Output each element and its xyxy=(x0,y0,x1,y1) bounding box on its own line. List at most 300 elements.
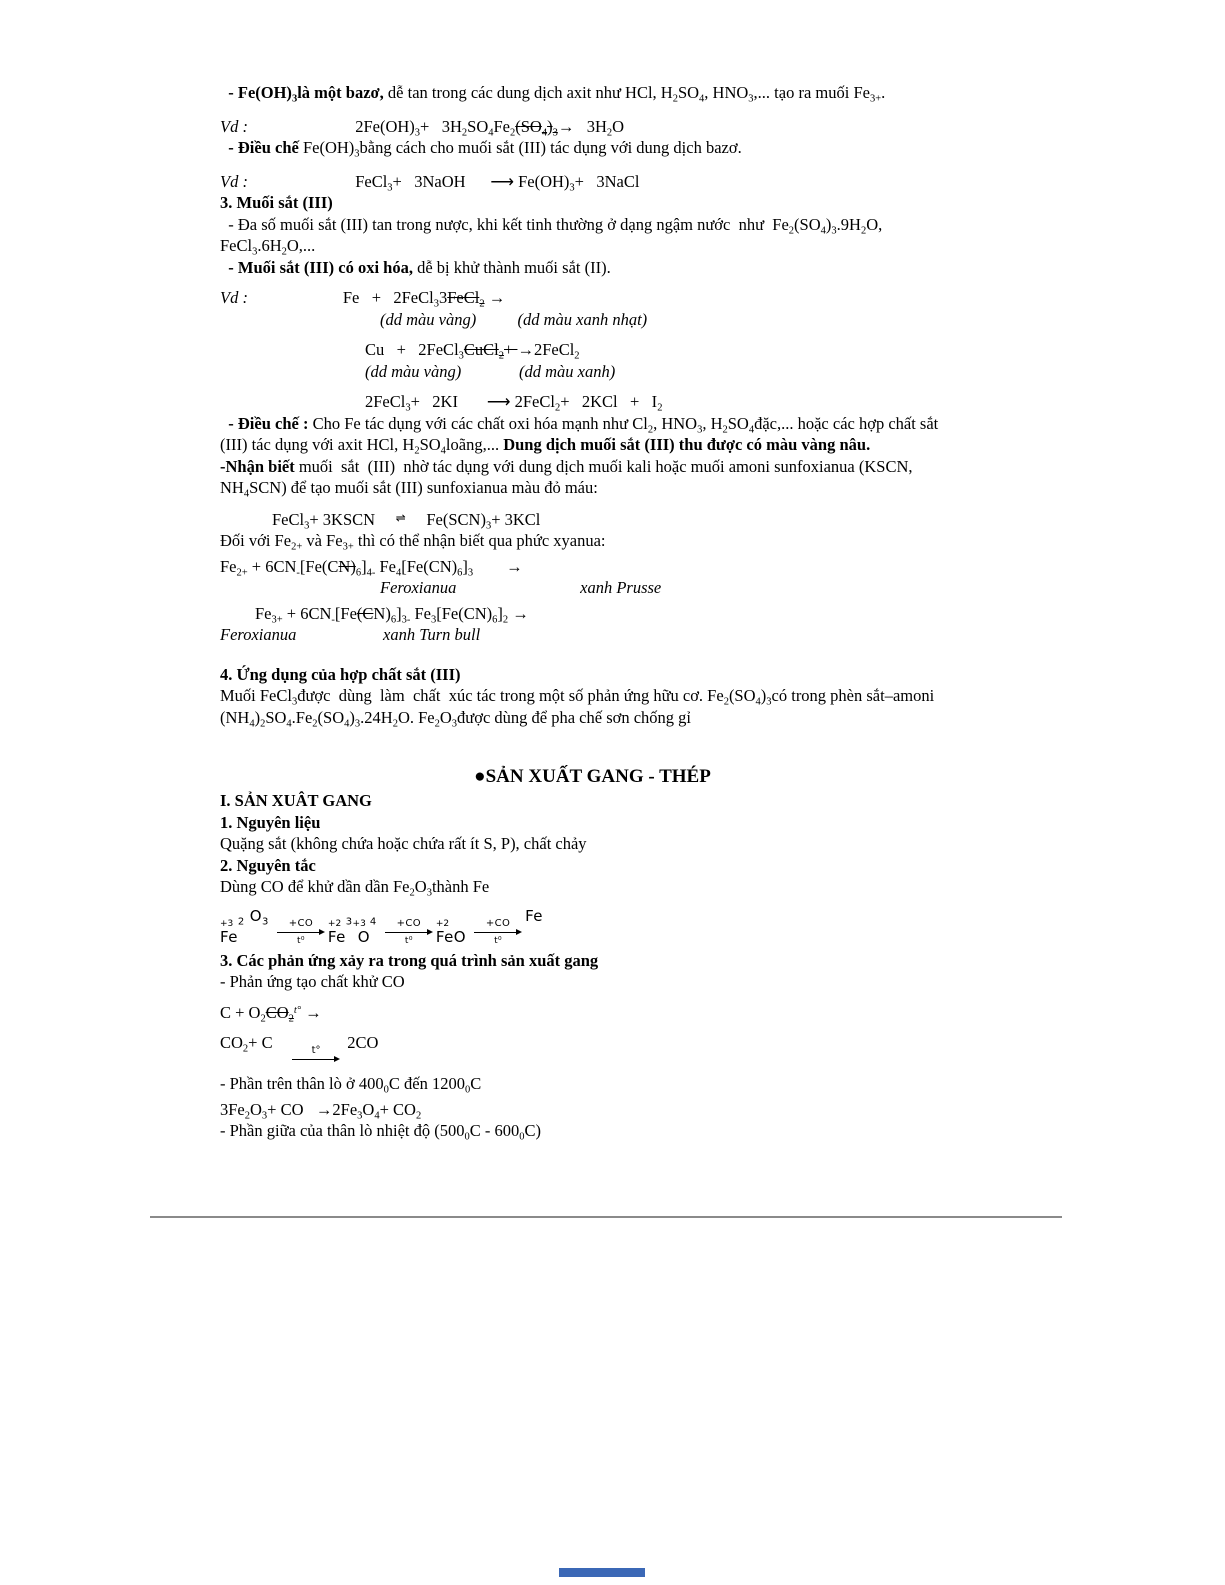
text-segment xyxy=(296,625,383,644)
text-segment: 4- xyxy=(366,567,376,578)
text-segment: - Phản ứng tạo chất khử CO xyxy=(220,972,405,991)
text-segment: 2 xyxy=(647,424,654,435)
paragraph xyxy=(220,214,1045,236)
page-divider xyxy=(150,1216,1062,1218)
text-segment: 3 xyxy=(261,916,269,927)
text-segment: và Fe xyxy=(302,531,343,550)
text-segment: CO xyxy=(220,1033,243,1052)
text-segment: 3+ xyxy=(271,614,283,625)
text-segment: 2 xyxy=(260,1013,266,1024)
text-segment: ] xyxy=(396,603,402,623)
text-segment: 2 xyxy=(461,127,468,138)
equation-line xyxy=(220,391,1045,413)
oxidation-number: +3 xyxy=(220,918,234,929)
text-segment: + 3NaOH xyxy=(392,171,491,191)
text-segment: I. SẢN XUÂT GANG xyxy=(220,791,372,810)
text-segment: 2Fe(OH) xyxy=(355,116,415,136)
text-segment: ] xyxy=(497,603,503,623)
equation-note xyxy=(220,624,1045,646)
text-segment: 2 xyxy=(723,696,729,708)
text-segment: FeCl xyxy=(272,509,305,529)
text-segment: FeCl xyxy=(220,236,253,255)
example-line xyxy=(220,171,1045,193)
text-segment: 3 xyxy=(569,182,575,193)
arrow-line xyxy=(474,929,522,936)
document-body xyxy=(220,82,1045,1218)
text-segment: - Điều chế : xyxy=(220,413,313,433)
text-segment: 4 xyxy=(369,916,377,927)
reaction-arrow xyxy=(474,918,522,946)
oxidation-state-element xyxy=(436,920,466,946)
text-segment xyxy=(248,172,355,191)
arrow-line xyxy=(277,929,325,936)
text-segment: 4. Ứng dụng của hợp chất sắt (III) xyxy=(220,664,461,684)
text-segment: 3 xyxy=(354,148,360,160)
text-segment: O, xyxy=(866,214,883,234)
element-symbol: O xyxy=(352,927,370,946)
text-segment: - Fe(OH) xyxy=(220,83,292,102)
text-segment: - Muối sắt (III) có oxi hóa, xyxy=(220,257,413,277)
text-segment: , HNO xyxy=(653,413,698,433)
text-segment: - xyxy=(296,567,300,578)
text-segment: 2. Nguyên tắc xyxy=(220,855,316,875)
text-segment: 1. Nguyên liệu xyxy=(220,812,321,832)
text-segment: 2 xyxy=(860,225,867,236)
text-segment: bằng cách cho muối sắt (III) tác dụng với dung dịch bazơ. xyxy=(359,138,742,157)
text-segment: được dùng làm chất xúc tác trong một số phản ứng hữu cơ. Fe xyxy=(297,686,724,705)
text-segment: 3 xyxy=(552,127,558,138)
text-segment: ] xyxy=(361,556,367,576)
text-segment: 3 xyxy=(414,127,421,138)
text-segment: 4 xyxy=(286,718,292,729)
text-segment: + 6CN xyxy=(282,603,332,623)
text-segment: ] xyxy=(462,556,468,576)
section-heading xyxy=(220,855,1045,877)
equation-line xyxy=(220,556,1045,578)
text-segment: 3 xyxy=(485,520,492,531)
text-segment: Feroxianua xyxy=(220,625,297,644)
text-segment: O xyxy=(250,1099,262,1119)
text-segment: 2 xyxy=(288,1013,294,1024)
text-segment: 3 xyxy=(291,696,298,708)
text-segment: + 3H xyxy=(420,116,462,136)
text-segment: 0 xyxy=(464,1131,470,1143)
text-segment: 3 xyxy=(438,288,448,307)
text-segment: 2 xyxy=(434,718,440,729)
text-segment: 3 xyxy=(430,614,437,625)
text-segment: NH xyxy=(220,478,244,497)
paragraph xyxy=(220,235,1045,257)
text-segment: 2+ xyxy=(291,541,303,553)
equation-line xyxy=(220,339,1045,361)
text-segment: → xyxy=(488,288,506,307)
section-heading xyxy=(220,950,1045,972)
element-symbol: Fe xyxy=(327,927,346,946)
paragraph xyxy=(220,456,1045,478)
text-segment: , H xyxy=(702,413,723,433)
text-segment: [Fe(C xyxy=(299,556,339,576)
arrow-bottom-label: t⁰ xyxy=(404,935,413,946)
text-segment: (III) tác dụng với axit HCl, H xyxy=(220,435,415,454)
text-segment: 3 xyxy=(467,567,474,578)
element-symbol: FeO xyxy=(435,927,466,946)
equation-note xyxy=(220,577,1045,599)
text-segment: (C xyxy=(356,603,374,623)
text-segment xyxy=(456,578,580,597)
text-segment: SO xyxy=(265,707,287,727)
text-segment: -Nhận biết xyxy=(220,456,299,476)
text-segment: 3 xyxy=(766,696,772,708)
text-segment: có trong phèn sắt–amoni xyxy=(771,686,935,705)
paragraph xyxy=(220,876,1045,898)
text-segment: 4 xyxy=(820,225,826,236)
text-segment: → xyxy=(315,1099,333,1119)
text-segment: 0 xyxy=(464,1084,471,1096)
text-segment: O,... xyxy=(286,236,316,255)
text-segment: 3H xyxy=(574,116,607,136)
text-segment: CuCl xyxy=(463,340,499,359)
text-segment: SO xyxy=(520,116,542,136)
text-segment: ) xyxy=(825,214,832,234)
text-segment: Fe(OH) xyxy=(513,171,570,191)
main-heading xyxy=(220,764,965,790)
text-segment: 2 xyxy=(409,887,415,899)
text-segment: [Fe(CN) xyxy=(436,603,493,623)
text-segment: 2Fe xyxy=(332,1099,358,1119)
text-segment: 2 xyxy=(237,916,245,927)
paragraph xyxy=(220,1073,1045,1095)
text-segment: (SO xyxy=(728,686,756,705)
text-segment: muối sắt (III) nhờ tác dụng với dung dịch muối kali hoặc muối amoni sunfoxianua (KSCN, xyxy=(298,456,913,476)
text-segment: + 3KSCN xyxy=(309,509,396,529)
text-segment: [Fe xyxy=(334,603,357,623)
text-segment: 3 xyxy=(831,225,837,236)
text-segment: FeCl xyxy=(447,288,480,307)
text-segment: O xyxy=(414,877,427,896)
text-segment: ) xyxy=(349,707,355,727)
text-segment: xanh Turn bull xyxy=(383,625,481,644)
text-segment: .Fe xyxy=(291,707,313,727)
text-segment: (SO xyxy=(794,214,821,234)
text-segment: Cho Fe tác dụng với các chất oxi hóa mạnh như Cl xyxy=(312,413,648,433)
text-segment: 2 xyxy=(260,718,266,729)
text-segment: (NH xyxy=(220,707,250,727)
text-segment: 6 xyxy=(390,614,397,625)
reaction-arrow xyxy=(385,918,433,946)
text-segment: được dùng để pha chế sơn chống gỉ xyxy=(457,707,691,727)
arrow-top-label: t° xyxy=(311,1045,321,1056)
text-segment: 2 xyxy=(722,424,728,435)
text-segment: 2 xyxy=(554,402,561,414)
arrow-top-label: +CO xyxy=(485,917,511,929)
text-segment: 3Fe xyxy=(220,1099,245,1119)
text-segment: Fe xyxy=(525,906,543,925)
text-segment: (SO xyxy=(317,707,345,727)
paragraph xyxy=(220,685,1045,707)
text-segment: 2 xyxy=(392,718,398,729)
text-segment: thì có thể nhận biết qua phức xyanua: xyxy=(353,531,606,550)
text-segment: 2FeCl xyxy=(510,392,555,411)
text-segment: 3+ xyxy=(342,541,354,553)
text-segment: - xyxy=(331,614,335,625)
text-segment xyxy=(377,907,382,925)
section-heading xyxy=(220,812,1045,834)
text-segment: ) xyxy=(760,686,767,705)
text-segment: loãng,... xyxy=(445,435,504,454)
text-segment: 4 xyxy=(395,567,402,578)
text-segment: + xyxy=(504,340,518,359)
text-segment: 3. Các phản ứng xảy ra trong quá trình sản xuất gang xyxy=(220,950,599,970)
text-segment: → xyxy=(512,603,529,623)
text-segment: + 3NaCl xyxy=(574,171,640,191)
text-segment: Feroxianua xyxy=(380,578,457,597)
text-segment: 2CO xyxy=(343,1033,379,1052)
text-segment: → xyxy=(557,116,575,136)
text-segment: + CO xyxy=(379,1099,416,1119)
text-segment: + 3KCl xyxy=(491,509,541,529)
text-segment: 3 xyxy=(697,424,703,435)
text-segment: + 2KCl + I xyxy=(560,392,658,411)
text-segment: 4 xyxy=(541,127,548,138)
text-segment: Fe(OH) xyxy=(302,138,355,157)
paragraph xyxy=(220,434,1045,456)
text-segment: 3 xyxy=(304,520,310,531)
text-segment: [Fe(CN) xyxy=(401,556,458,576)
text-segment: 4 xyxy=(374,1110,380,1121)
text-segment: (dd màu vàng) (dd màu xanh) xyxy=(365,361,616,381)
text-segment: 3- xyxy=(401,614,411,625)
text-segment: là một bazơ, xyxy=(297,83,384,102)
paragraph xyxy=(220,257,1045,279)
text-segment: O. Fe xyxy=(397,707,435,727)
reaction-arrow xyxy=(292,1045,340,1073)
text-segment: Dùng CO để khử dần dần Fe xyxy=(220,877,410,896)
text-segment: 3+ xyxy=(869,93,882,105)
text-segment: xanh Prusse xyxy=(580,578,662,597)
oxidation-number: +2 xyxy=(327,918,342,929)
text-segment: 2 xyxy=(657,402,663,414)
text-segment: Fe xyxy=(220,556,237,576)
text-segment: 2 xyxy=(788,225,795,236)
text-segment: thành Fe xyxy=(431,877,490,896)
text-segment: 4 xyxy=(344,718,350,729)
text-segment: N) xyxy=(338,556,356,576)
text-segment: - Đa số muối sắt (III) tan trong nược, khi kết tinh thường ở dạng ngậm nước như Fe xyxy=(220,214,789,234)
paragraph xyxy=(220,413,1045,435)
text-segment: SO xyxy=(467,116,489,136)
text-segment: C xyxy=(470,1074,482,1093)
text-segment: 2 xyxy=(509,127,516,138)
text-segment: 3 xyxy=(748,93,754,105)
text-segment: .24H xyxy=(360,707,393,727)
text-segment: 2+ xyxy=(236,567,248,578)
text-segment: SO xyxy=(677,83,700,102)
text-segment: N) xyxy=(373,603,391,623)
text-segment: 3 xyxy=(451,718,458,729)
text-segment: - Điều chế xyxy=(220,138,303,157)
text-segment: 2 xyxy=(281,246,287,258)
text-segment: 2 xyxy=(479,298,485,310)
text-segment: 2 xyxy=(244,1110,250,1121)
text-segment: 3 xyxy=(426,887,432,899)
text-segment: 3 xyxy=(458,350,464,362)
text-segment: .6H xyxy=(257,236,282,255)
text-segment: 6 xyxy=(457,567,463,578)
text-segment: Vd : xyxy=(220,288,248,307)
text-segment: 3 xyxy=(405,402,411,414)
equation-note xyxy=(220,361,1045,383)
example-line xyxy=(220,287,1045,309)
text-segment: 4 xyxy=(249,718,255,729)
text-segment: 0 xyxy=(519,1131,525,1143)
text-segment: 3 xyxy=(252,246,258,258)
section-heading xyxy=(220,192,1045,214)
text-segment: 3 xyxy=(354,718,361,729)
text-segment: Dung dịch muối sắt (III) thu được có màu vàng nâu. xyxy=(503,435,871,454)
text-segment: → xyxy=(305,1002,322,1022)
text-segment: 2 xyxy=(415,1110,422,1121)
oxidation-state-element xyxy=(328,920,346,946)
text-segment: . xyxy=(881,83,886,102)
text-segment: Fe xyxy=(410,603,431,623)
oxidation-state-element xyxy=(220,920,238,946)
text-segment: (dd màu vàng) (dd màu xanh nhạt) xyxy=(380,309,648,329)
oxidation-number: +3 xyxy=(352,918,366,929)
text-segment: FeCl xyxy=(355,171,388,191)
text-segment: O xyxy=(439,707,452,727)
text-segment: 3 xyxy=(433,298,439,310)
text-segment: 4 xyxy=(748,424,755,435)
text-segment: → xyxy=(506,556,523,576)
text-segment: + C xyxy=(248,1033,290,1052)
equation-line xyxy=(220,1099,1045,1121)
paragraph xyxy=(220,82,1045,104)
text-segment: Vd : xyxy=(220,171,248,191)
text-segment: 2 xyxy=(312,718,318,729)
section-heading xyxy=(220,790,1045,812)
text-segment: Cu + 2FeCl xyxy=(365,340,459,359)
reaction-arrow xyxy=(277,918,325,946)
text-segment: 3. Muối sắt (III) xyxy=(220,193,333,212)
paragraph xyxy=(220,833,1045,855)
text-segment: 2 xyxy=(606,127,613,138)
text-segment xyxy=(248,117,355,136)
text-segment: SCN) để tạo muối sắt (III) sunfoxianua màu đỏ máu: xyxy=(249,478,598,497)
text-segment: 0 xyxy=(383,1084,389,1096)
equation-line xyxy=(220,508,1045,531)
text-segment xyxy=(269,907,274,925)
text-segment: t° xyxy=(293,1004,302,1016)
arrow-line xyxy=(292,1056,340,1063)
text-segment: CO xyxy=(265,1002,289,1022)
text-segment xyxy=(248,288,343,307)
arrow-bottom-label: t⁰ xyxy=(494,935,503,946)
text-segment: 6 xyxy=(492,614,498,625)
text-segment: 3 xyxy=(291,93,298,105)
arrow-bottom-label: t⁰ xyxy=(296,935,305,946)
paragraph xyxy=(220,137,1045,159)
text-segment: + 2KI xyxy=(410,392,487,411)
text-segment: - Phần trên thân lò ở 400 xyxy=(220,1074,384,1093)
text-segment: + CO xyxy=(267,1099,316,1119)
text-segment: C đến 1200 xyxy=(388,1074,465,1093)
text-segment: ⟶ xyxy=(490,171,514,191)
text-segment: Fe xyxy=(493,116,510,136)
text-segment: 4 xyxy=(243,488,250,500)
footer-blue-bar xyxy=(559,1568,645,1577)
text-segment: C - 600 xyxy=(469,1121,520,1140)
equation-line xyxy=(220,603,1045,625)
text-segment: 2FeCl xyxy=(365,392,406,411)
text-segment: , HNO xyxy=(704,83,749,102)
element-symbol: Fe xyxy=(220,927,238,946)
text-segment: ⟶ xyxy=(486,392,511,411)
text-segment: Vd : xyxy=(220,116,248,136)
text-segment: ( xyxy=(515,116,521,136)
text-segment: 3 xyxy=(345,916,353,927)
text-segment: O xyxy=(362,1099,375,1119)
text-segment: Quặng sắt (không chứa hoặc chứa rất ít S, P), chất chảy xyxy=(220,834,587,853)
text-segment: - Phần giữa của thân lò nhiệt độ (500 xyxy=(220,1121,465,1140)
arrow-top-label: +CO xyxy=(288,917,314,929)
text-segment: O xyxy=(244,906,262,925)
text-segment xyxy=(473,557,506,576)
text-segment: → xyxy=(517,340,534,359)
text-segment: ,... tạo ra muối Fe xyxy=(753,83,870,102)
text-segment: dễ bị khử thành muối sắt (II). xyxy=(412,257,611,277)
text-segment: Fe + 2FeCl xyxy=(342,288,434,307)
text-segment: 2FeCl xyxy=(533,340,575,359)
text-segment: O xyxy=(612,116,625,136)
text-segment: C) xyxy=(524,1121,541,1140)
text-segment: Fe xyxy=(375,556,396,576)
text-segment: 2 xyxy=(672,93,678,105)
paragraph xyxy=(220,1120,1045,1142)
text-segment: đặc,... hoặc các hợp chất sắt xyxy=(754,413,939,433)
text-segment: Fe xyxy=(255,603,272,623)
text-segment: 2 xyxy=(574,350,580,362)
oxidation-state-element xyxy=(353,920,370,946)
text-segment: 2 xyxy=(498,350,505,362)
text-segment: 2 xyxy=(414,445,420,457)
text-segment: 3 xyxy=(261,1110,268,1121)
equation-line xyxy=(220,1032,1045,1073)
text-segment: SO xyxy=(727,413,749,433)
text-segment: 4 xyxy=(699,93,705,105)
text-segment: C + O xyxy=(220,1002,261,1022)
text-segment: + 6CN xyxy=(247,556,297,576)
text-segment: 6 xyxy=(355,567,362,578)
paragraph xyxy=(220,477,1045,499)
text-segment xyxy=(466,907,471,925)
section-heading xyxy=(220,664,1045,686)
paragraph xyxy=(220,707,1045,729)
arrow-top-label: +CO xyxy=(396,917,422,929)
text-segment: ) xyxy=(547,116,553,136)
oxidation-chain-equation xyxy=(220,902,1045,946)
text-segment: 4 xyxy=(440,445,446,457)
text-segment: .9H xyxy=(836,214,861,234)
paragraph xyxy=(220,971,1045,993)
text-segment: 3 xyxy=(357,1110,363,1121)
text-segment: ●SẢN XUẤT GANG - THÉP xyxy=(474,766,711,787)
text-segment: 2 xyxy=(502,614,509,625)
oxidation-number: +2 xyxy=(435,918,450,929)
text-segment: 2 xyxy=(242,1043,249,1055)
equation-note xyxy=(220,309,1045,331)
text-segment: ⇌ xyxy=(395,510,406,525)
example-line xyxy=(220,116,1045,138)
